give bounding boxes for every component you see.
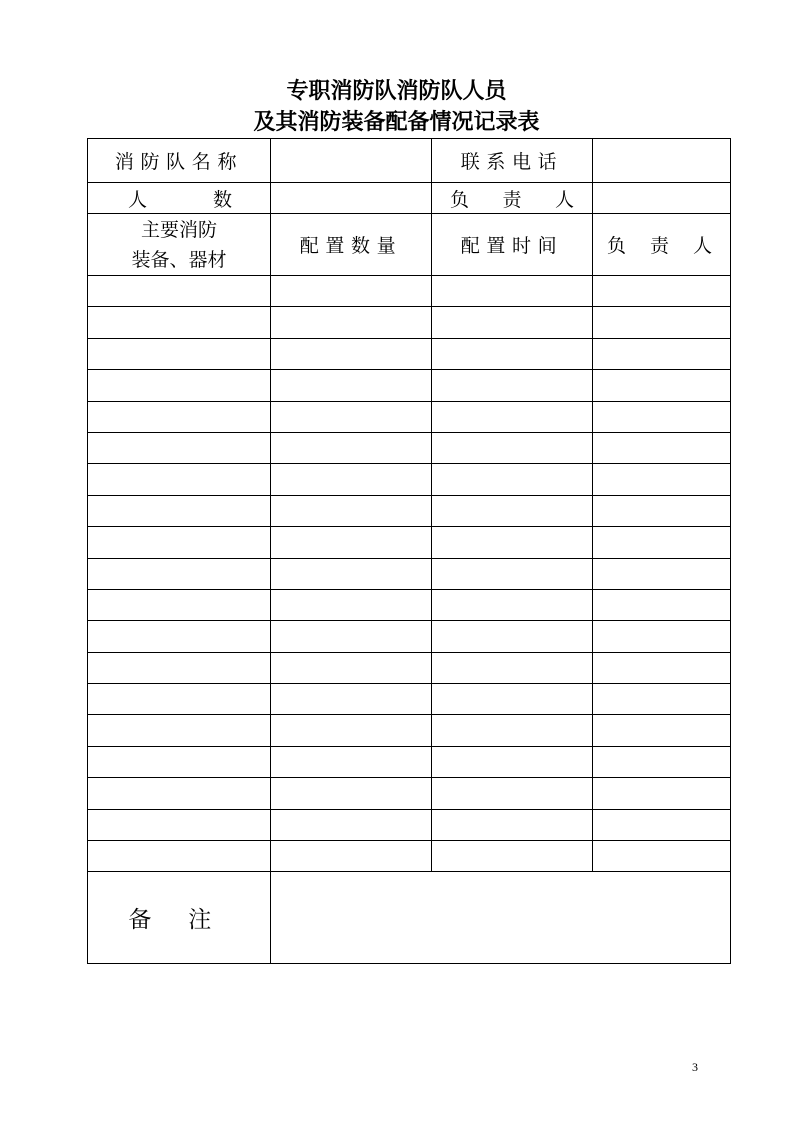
quantity-cell[interactable] <box>271 589 432 620</box>
quantity-cell[interactable] <box>271 401 432 432</box>
person-cell[interactable] <box>593 621 731 652</box>
document-title-line1: 专职消防队消防队人员 <box>286 78 507 104</box>
equipment-name-cell[interactable] <box>88 527 271 558</box>
equipment-row <box>88 746 731 777</box>
equipment-label: 主要消防 装备、器材 <box>88 214 271 276</box>
person-cell[interactable] <box>593 432 731 463</box>
time-cell[interactable] <box>432 338 593 369</box>
person-cell[interactable] <box>593 809 731 840</box>
time-cell[interactable] <box>432 558 593 589</box>
time-cell[interactable] <box>432 841 593 872</box>
time-cell[interactable] <box>432 809 593 840</box>
person-cell[interactable] <box>593 370 731 401</box>
phone-label: 联系电话 <box>432 139 593 183</box>
team-name-cell[interactable] <box>271 139 432 183</box>
column-header-person: 负 责 人 <box>593 214 731 276</box>
equipment-header-row <box>88 214 731 276</box>
quantity-cell[interactable] <box>271 746 432 777</box>
person-cell[interactable] <box>593 495 731 526</box>
person-cell[interactable] <box>593 778 731 809</box>
quantity-cell[interactable] <box>271 684 432 715</box>
time-cell[interactable] <box>432 589 593 620</box>
person-cell[interactable] <box>593 652 731 683</box>
time-cell[interactable] <box>432 746 593 777</box>
quantity-cell[interactable] <box>271 652 432 683</box>
time-cell[interactable] <box>432 307 593 338</box>
time-cell[interactable] <box>432 527 593 558</box>
equipment-row <box>88 432 731 463</box>
equipment-name-cell[interactable] <box>88 841 271 872</box>
equipment-row <box>88 495 731 526</box>
equipment-name-cell[interactable] <box>88 621 271 652</box>
equipment-name-cell[interactable] <box>88 652 271 683</box>
equipment-row <box>88 809 731 840</box>
quantity-cell[interactable] <box>271 715 432 746</box>
person-cell[interactable] <box>593 684 731 715</box>
equipment-name-cell[interactable] <box>88 589 271 620</box>
quantity-cell[interactable] <box>271 778 432 809</box>
equipment-row <box>88 401 731 432</box>
equipment-name-cell[interactable] <box>88 276 271 307</box>
equipment-row <box>88 558 731 589</box>
count-row <box>88 183 731 214</box>
equipment-name-cell[interactable] <box>88 715 271 746</box>
equipment-row <box>88 589 731 620</box>
time-cell[interactable] <box>432 621 593 652</box>
person-cell[interactable] <box>593 464 731 495</box>
team-name-label: 消防队名称 <box>88 139 271 183</box>
equipment-name-cell[interactable] <box>88 558 271 589</box>
quantity-cell[interactable] <box>271 495 432 526</box>
time-cell[interactable] <box>432 778 593 809</box>
remark-cell[interactable] <box>271 872 731 964</box>
equipment-row <box>88 778 731 809</box>
team-info-row <box>88 139 731 183</box>
time-cell[interactable] <box>432 715 593 746</box>
person-cell[interactable] <box>593 715 731 746</box>
equipment-name-cell[interactable] <box>88 432 271 463</box>
document-title-line2: 及其消防装备配备情况记录表 <box>253 109 540 135</box>
quantity-cell[interactable] <box>271 338 432 369</box>
equipment-row <box>88 276 731 307</box>
record-table <box>87 138 731 964</box>
equipment-row <box>88 652 731 683</box>
time-cell[interactable] <box>432 370 593 401</box>
column-header-quantity: 配置数量 <box>271 214 432 276</box>
equipment-row <box>88 621 731 652</box>
leader-label: 负 责 人 <box>432 183 593 214</box>
equipment-row <box>88 338 731 369</box>
count-label: 人 数 <box>88 183 271 214</box>
time-cell[interactable] <box>432 276 593 307</box>
equipment-row <box>88 527 731 558</box>
equipment-name-cell[interactable] <box>88 684 271 715</box>
person-cell[interactable] <box>593 527 731 558</box>
person-cell[interactable] <box>593 401 731 432</box>
time-cell[interactable] <box>432 401 593 432</box>
equipment-name-cell[interactable] <box>88 746 271 777</box>
equipment-name-cell[interactable] <box>88 495 271 526</box>
equipment-name-cell[interactable] <box>88 778 271 809</box>
count-cell[interactable] <box>271 183 432 214</box>
equipment-row <box>88 307 731 338</box>
time-cell[interactable] <box>432 432 593 463</box>
phone-cell[interactable] <box>593 139 731 183</box>
time-cell[interactable] <box>432 652 593 683</box>
quantity-cell[interactable] <box>271 558 432 589</box>
equipment-name-cell[interactable] <box>88 401 271 432</box>
person-cell[interactable] <box>593 338 731 369</box>
remark-row <box>88 872 731 964</box>
person-cell[interactable] <box>593 841 731 872</box>
equipment-name-cell[interactable] <box>88 307 271 338</box>
person-cell[interactable] <box>593 558 731 589</box>
quantity-cell[interactable] <box>271 464 432 495</box>
equipment-name-cell[interactable] <box>88 370 271 401</box>
equipment-name-cell[interactable] <box>88 338 271 369</box>
quantity-cell[interactable] <box>271 432 432 463</box>
column-header-time: 配置时间 <box>432 214 593 276</box>
quantity-cell[interactable] <box>271 276 432 307</box>
person-cell[interactable] <box>593 746 731 777</box>
quantity-cell[interactable] <box>271 370 432 401</box>
equipment-row <box>88 841 731 872</box>
time-cell[interactable] <box>432 684 593 715</box>
quantity-cell[interactable] <box>271 809 432 840</box>
quantity-cell[interactable] <box>271 841 432 872</box>
equipment-row <box>88 370 731 401</box>
quantity-cell[interactable] <box>271 621 432 652</box>
equipment-row <box>88 684 731 715</box>
person-cell[interactable] <box>593 589 731 620</box>
leader-cell[interactable] <box>593 183 731 214</box>
person-cell[interactable] <box>593 307 731 338</box>
time-cell[interactable] <box>432 495 593 526</box>
quantity-cell[interactable] <box>271 527 432 558</box>
quantity-cell[interactable] <box>271 307 432 338</box>
page-number: 3 <box>692 1060 698 1074</box>
equipment-name-cell[interactable] <box>88 809 271 840</box>
equipment-name-cell[interactable] <box>88 464 271 495</box>
remark-label: 备注 <box>88 872 271 964</box>
equipment-row <box>88 715 731 746</box>
person-cell[interactable] <box>593 276 731 307</box>
equipment-row <box>88 464 731 495</box>
time-cell[interactable] <box>432 464 593 495</box>
